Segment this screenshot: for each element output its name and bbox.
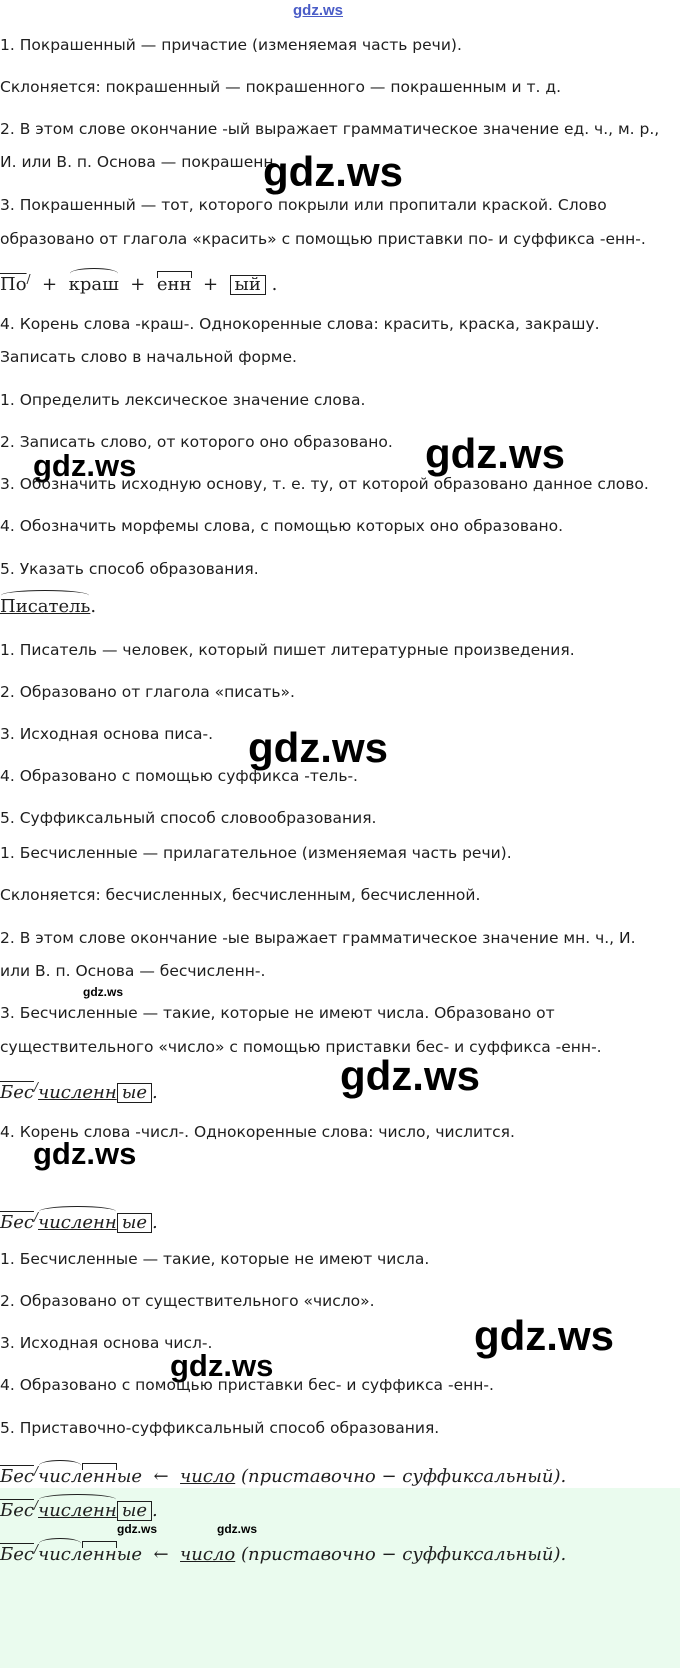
- watermark: gdz.ws: [83, 985, 124, 999]
- dot: .: [152, 1500, 158, 1521]
- prefix: Бес: [0, 1500, 34, 1521]
- morpheme-formula-pokrashennyi: [0, 268, 277, 296]
- text-line: или В. п. Основа — бесчисленн-.: [0, 962, 266, 980]
- morpheme-formula-pisatel: [0, 596, 96, 618]
- derivation-formula-2: [0, 1538, 566, 1566]
- text-line: 1. Писатель — человек, который пишет литературные произведения.: [0, 641, 575, 659]
- ending: ые: [116, 1466, 143, 1487]
- word: Писатель: [0, 596, 91, 617]
- morpheme-formula-beschislennye-2: [0, 1206, 158, 1234]
- arrow: ←: [153, 1544, 169, 1565]
- suffix: енн: [82, 1466, 117, 1487]
- prefix: Бес: [0, 1544, 34, 1565]
- prefix: Бес: [0, 1082, 34, 1103]
- dot: .: [271, 274, 278, 295]
- stem: численн: [38, 1212, 117, 1233]
- text-line: 2. Записать слово, от которого оно образовано.: [0, 433, 393, 451]
- morpheme-formula-beschislennye-3: [0, 1494, 158, 1522]
- prefix-mark: /: [33, 1080, 39, 1094]
- watermark: gdz.ws: [474, 1312, 615, 1359]
- text-line: 5. Суффиксальный способ словообразования.: [0, 809, 377, 827]
- text-line: 3. Исходная основа писа-.: [0, 725, 214, 743]
- text-line: 2. В этом слове окончание -ые выражает грамматическое значение мн. ч., И.: [0, 929, 636, 947]
- morpheme-formula-beschislennye-1: [0, 1076, 158, 1104]
- derivation-formula-1: [0, 1460, 566, 1488]
- watermark: gdz.ws: [33, 1136, 137, 1171]
- ending: ые: [117, 1213, 152, 1233]
- text-line: 4. Корень слова -числ-. Однокоренные слова: число, числится.: [0, 1123, 515, 1141]
- watermark: gdz.ws: [170, 1348, 274, 1383]
- prefix: Бес: [0, 1466, 34, 1487]
- text-line: 2. В этом слове окончание -ый выражает грамматическое значение ед. ч., м. р.,: [0, 120, 660, 138]
- root: числ: [38, 1466, 83, 1487]
- text-line: 3. Обозначить исходную основу, т. е. ту, от которой образовано данное слово.: [0, 475, 649, 493]
- text-line: 1. Покрашенный — причастие (изменяемая часть речи).: [0, 36, 462, 54]
- text-line: Записать слово в начальной форме.: [0, 348, 297, 366]
- stem: численн: [38, 1082, 117, 1103]
- top-watermark-link[interactable]: gdz.ws: [293, 2, 344, 19]
- method: (приставочно − суффиксальный).: [240, 1466, 567, 1487]
- suffix: енн: [156, 274, 192, 295]
- prefix-mark: /: [33, 1542, 39, 1556]
- prefix-mark: /: [33, 1210, 39, 1224]
- text-line: Склоняется: бесчисленных, бесчисленным, бесчисленной.: [0, 886, 481, 904]
- watermark: gdz.ws: [33, 448, 137, 483]
- source-word: число: [180, 1466, 236, 1487]
- plus: +: [130, 274, 146, 295]
- text-line: 4. Обозначить морфемы слова, с помощью которых оно образовано.: [0, 517, 564, 535]
- source-word: число: [180, 1544, 236, 1565]
- plus: +: [202, 274, 219, 295]
- text-line: 1. Определить лексическое значение слова.: [0, 391, 366, 409]
- text-line: 4. Корень слова -краш-. Однокоренные слова: красить, краска, закрашу.: [0, 315, 600, 333]
- dot: .: [90, 596, 97, 617]
- watermark: gdz.ws: [248, 724, 389, 771]
- text-line: образовано от глагола «красить» с помощью приставки по- и суффикса -енн-.: [0, 230, 646, 248]
- watermark: gdz.ws: [263, 148, 404, 195]
- text-line: 1. Бесчисленные — такие, которые не имеют числа.: [0, 1250, 430, 1268]
- text-line: И. или В. п. Основа — покрашенн.: [0, 153, 279, 171]
- root: краш: [68, 274, 119, 295]
- text-line: 3. Исходная основа числ-.: [0, 1334, 213, 1352]
- ending: ые: [116, 1544, 143, 1565]
- prefix: По: [0, 274, 27, 295]
- watermark: gdz.ws: [340, 1052, 481, 1099]
- prefix-mark: /: [33, 1464, 39, 1478]
- text-line: Склоняется: покрашенный — покрашенного — покрашенным и т. д.: [0, 78, 562, 96]
- stem: численн: [38, 1500, 117, 1521]
- ending: ые: [117, 1083, 152, 1103]
- watermark: gdz.ws: [425, 430, 566, 477]
- method: (приставочно − суффиксальный).: [240, 1544, 567, 1565]
- suffix: енн: [82, 1544, 117, 1565]
- text-line: 1. Бесчисленные — прилагательное (изменяемая часть речи).: [0, 844, 512, 862]
- text-line: 2. Образовано от глагола «писать».: [0, 683, 295, 701]
- prefix-mark: /: [33, 1498, 39, 1512]
- text-line: 2. Образовано от существительного «число».: [0, 1292, 375, 1310]
- text-line: 3. Покрашенный — тот, которого покрыли или пропитали краской. Слово: [0, 196, 607, 214]
- arrow: ←: [153, 1466, 169, 1487]
- prefix-mark: /: [26, 272, 31, 286]
- text-line: существительного «число» с помощью приставки бес- и суффикса -енн-.: [0, 1038, 602, 1056]
- ending: ые: [117, 1501, 152, 1521]
- dot: .: [152, 1082, 158, 1103]
- prefix: Бес: [0, 1212, 34, 1233]
- text-line: 3. Бесчисленные — такие, которые не имеют числа. Образовано от: [0, 1004, 555, 1022]
- text-line: 5. Указать способ образования.: [0, 560, 259, 578]
- root: числ: [38, 1544, 83, 1565]
- text-line: 4. Образовано с помощью суффикса -тель-.: [0, 767, 358, 785]
- dot: .: [152, 1212, 158, 1233]
- watermark: gdz.ws: [117, 1522, 158, 1536]
- text-line: 4. Образовано с помощью приставки бес- и суффикса -енн-.: [0, 1376, 494, 1394]
- text-line: 5. Приставочно-суффиксальный способ образования.: [0, 1419, 440, 1437]
- watermark: gdz.ws: [217, 1522, 258, 1536]
- ending: ый: [230, 275, 266, 295]
- plus: +: [42, 274, 58, 295]
